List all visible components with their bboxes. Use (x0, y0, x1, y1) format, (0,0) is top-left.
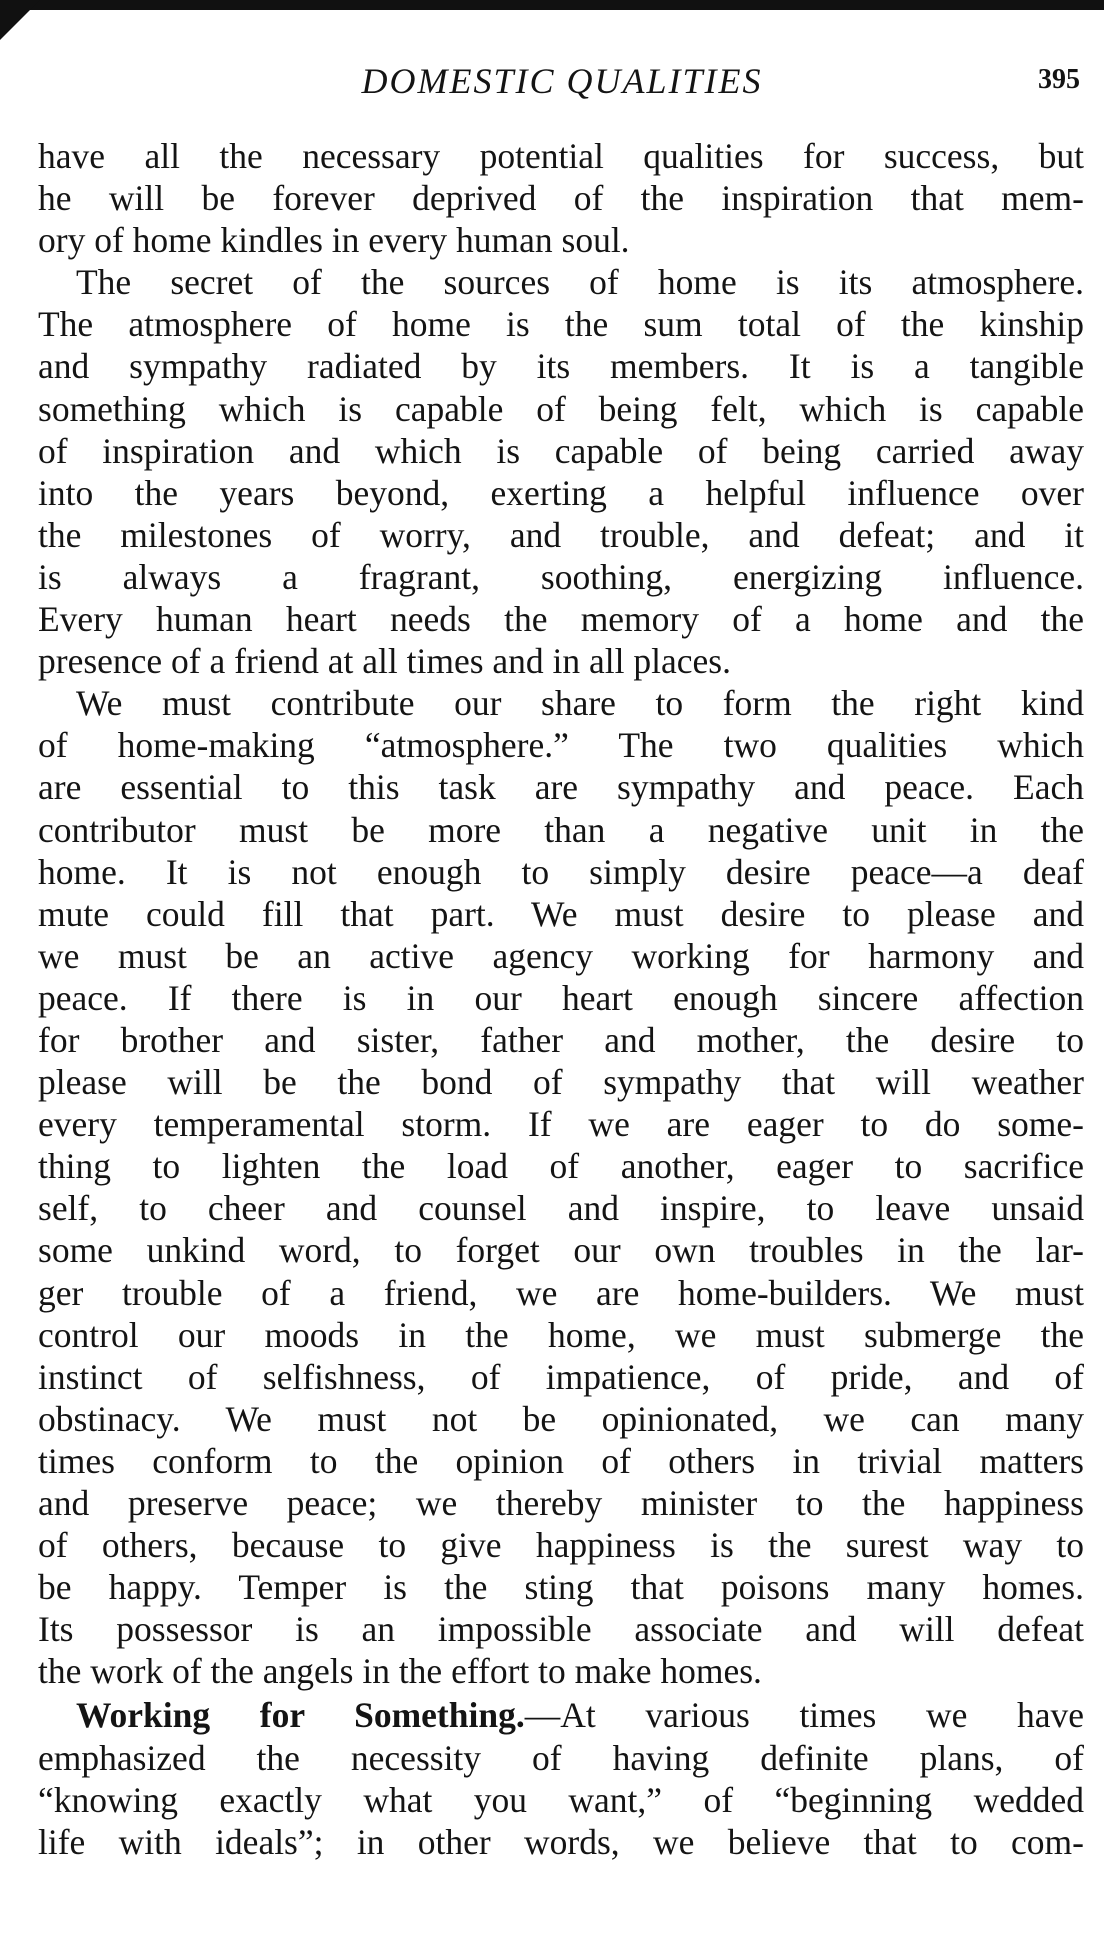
text-line: and preserve peace; we thereby minister to the happiness (38, 1483, 1084, 1523)
text-line: we must be an active agency working for harmony and (38, 935, 1084, 976)
body-text (38, 135, 1084, 1863)
text-line: of inspiration and which is capable of being carried away (38, 430, 1084, 471)
text-line: contributor must be more than a negative unit in the (38, 809, 1084, 850)
page-number: 395 (1038, 64, 1080, 95)
text-line: home. It is not enough to simply desire peace—a deaf (38, 851, 1084, 892)
text-line: be happy. Temper is the sting that poisons many homes. (38, 1567, 1084, 1608)
text-line: some unkind word, to forget our own troubles in the lar- (38, 1230, 1084, 1271)
text-line: of home-making “atmosphere.” The two qualities which (38, 725, 1084, 766)
text-line: the work of the angels in the effort to make homes. (38, 1651, 762, 1692)
text-line: the milestones of worry, and trouble, and defeat; and it (38, 514, 1084, 555)
text-line: peace. If there is in our heart enough sincere affection (38, 977, 1084, 1018)
text-line: thing to lighten the load of another, eager to sacrifice (38, 1146, 1084, 1187)
text-line: is always a fragrant, soothing, energizing influence. (38, 556, 1084, 597)
running-title: DOMESTIC QUALITIES (361, 61, 763, 101)
text-line: instinct of selfishness, of impatience, of pride, and of (38, 1356, 1084, 1397)
text-line: Its possessor is an impossible associate and will defeat (38, 1609, 1084, 1650)
section-first-line-text: —At various times we have (524, 1695, 1084, 1736)
text-line: have all the necessary potential qualities for success, but (38, 136, 1084, 176)
scan-corner (0, 0, 40, 40)
section-first-line (38, 1694, 1084, 1736)
text-line: are essential to this task are sympathy and peace. Each (38, 767, 1084, 808)
section-heading: Working for Something. (76, 1695, 525, 1736)
text-line: of others, because to give happiness is the surest way to (38, 1525, 1084, 1566)
text-line: life with ideals”; in other words, we believe that to com- (38, 1821, 1084, 1862)
text-line: The secret of the sources of home is its atmosphere. (76, 262, 1084, 303)
text-line: The atmosphere of home is the sum total of the kinship (38, 304, 1084, 345)
text-line: We must contribute our share to form the right kind (76, 683, 1084, 724)
text-line: times conform to the opinion of others in trivial matters (38, 1440, 1084, 1481)
text-line: he will be forever deprived of the inspiration that mem- (38, 178, 1084, 219)
text-line: into the years beyond, exerting a helpful influence over (38, 472, 1084, 513)
text-line: “knowing exactly what you want,” of “beginning wedded (38, 1779, 1084, 1820)
text-line: presence of a friend at all times and in all places. (38, 641, 731, 682)
text-line: something which is capable of being felt, which is capable (38, 388, 1084, 429)
text-line: self, to cheer and counsel and inspire, to leave unsaid (38, 1188, 1084, 1229)
text-line: every temperamental storm. If we are eager to do some- (38, 1104, 1084, 1145)
text-line: control our moods in the home, we must submerge the (38, 1314, 1084, 1355)
text-line: emphasized the necessity of having definite plans, of (38, 1737, 1084, 1778)
text-line: mute could fill that part. We must desire to please and (38, 893, 1084, 934)
text-line: and sympathy radiated by its members. It is a tangible (38, 346, 1084, 387)
text-line: ger trouble of a friend, we are home-builders. We must (38, 1272, 1084, 1313)
text-line: Every human heart needs the memory of a home and the (38, 599, 1084, 640)
text-line: please will be the bond of sympathy that will weather (38, 1062, 1084, 1103)
text-line: obstinacy. We must not be opinionated, we can many (38, 1398, 1084, 1439)
text-line: ory of home kindles in every human soul. (38, 220, 630, 261)
running-head (38, 60, 1086, 104)
text-line: for brother and sister, father and mother, the desire to (38, 1019, 1084, 1060)
scan-border (0, 0, 1104, 10)
